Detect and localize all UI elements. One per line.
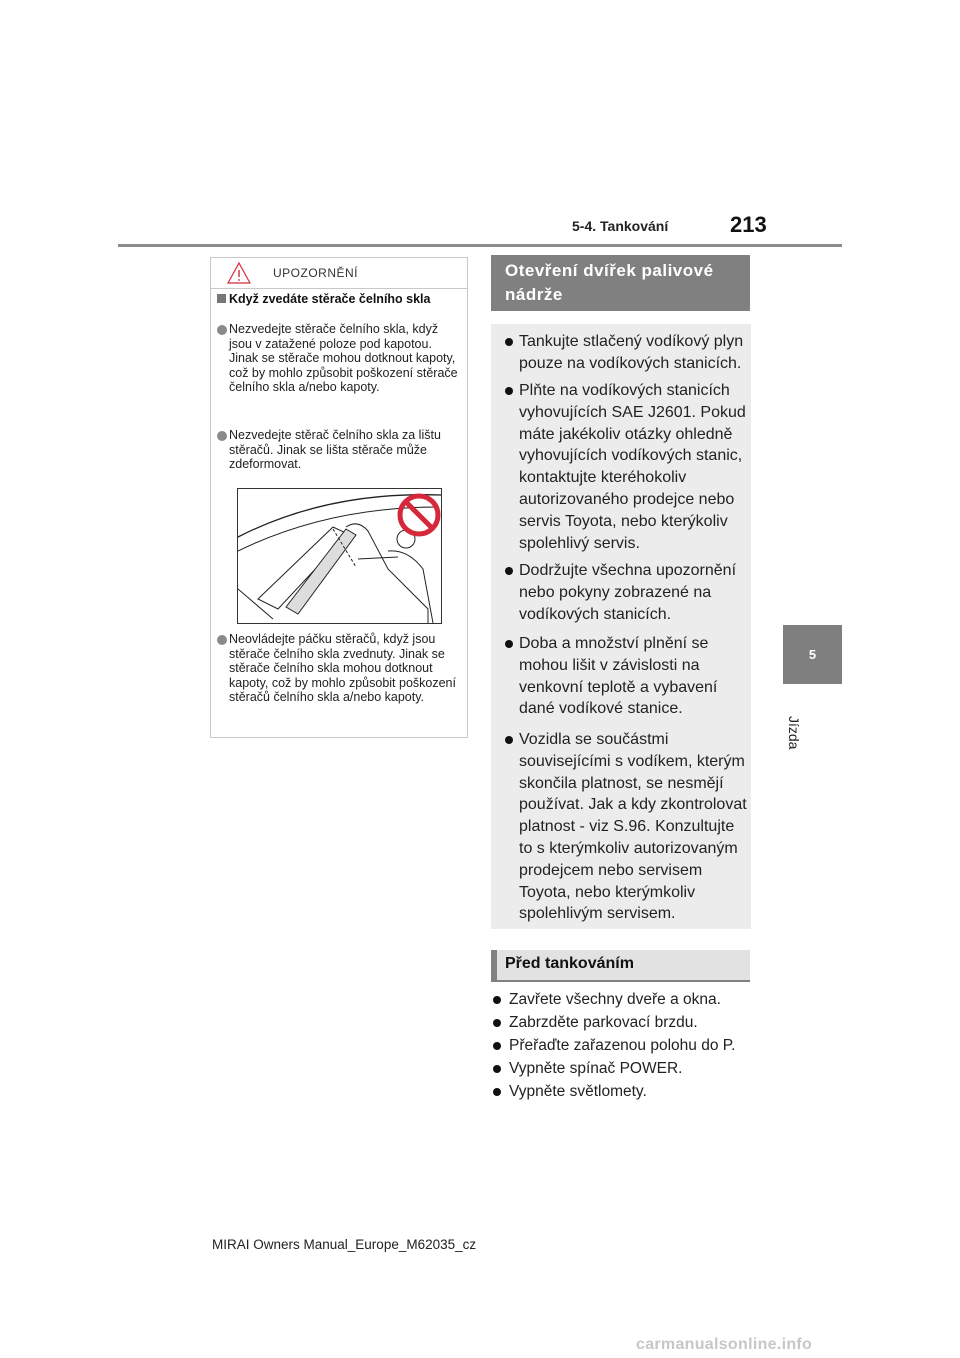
list-item-text: Tankujte stlačený vodíkový plyn pouze na vodíkových stanicích. <box>519 333 744 372</box>
bullet-dot-icon <box>493 1065 501 1073</box>
caution-heading-text: Když zvedáte stěrače čelního skla <box>229 292 431 306</box>
bullet-dot-icon <box>217 635 227 645</box>
warning-triangle-icon <box>227 262 251 284</box>
list-item <box>505 633 749 720</box>
list-item-text: Vypněte spínač POWER. <box>509 1060 683 1077</box>
caution-bullet-text: Nezvedejte stěrač čelního skla za lištu stěračů. Jinak se lišta stěrače může zdeformovat. <box>229 428 441 471</box>
bullet-dot-icon <box>493 996 501 1004</box>
list-item-text: Zavřete všechny dveře a okna. <box>509 991 721 1008</box>
watermark: carmanualsonline.info <box>636 1336 813 1353</box>
header-rule <box>118 244 842 247</box>
list-item <box>491 988 761 1011</box>
bullet-dot-icon <box>217 325 227 335</box>
caution-title: UPOZORNĚNÍ <box>273 266 359 280</box>
bullet-dot-icon <box>217 431 227 441</box>
chapter-label: Jízda <box>786 716 802 750</box>
caution-bullet <box>217 428 463 472</box>
caution-bullet-text: Nezvedejte stěrače čelního skla, když jsou v zatažené poloze pod kapotou. Jinak se stěrače mohou dotknout kapoty, což by mohlo způsobit poškození stěrače čelního skla a/nebo kapoty. <box>229 322 458 394</box>
list-item <box>491 1011 761 1034</box>
list-item <box>491 1057 761 1080</box>
bullet-dot-icon <box>505 387 513 395</box>
list-item-text: Vypněte světlomety. <box>509 1083 647 1100</box>
section-title: 5-4. Tankování <box>572 218 669 234</box>
list-item-text: Dodržujte všechna upozornění nebo pokyny zobrazené na vodíkových stanicích. <box>519 562 737 623</box>
bullet-dot-icon <box>493 1042 501 1050</box>
list-item <box>491 1034 761 1057</box>
caution-bullet <box>217 632 463 705</box>
list-item <box>505 380 749 554</box>
list-item-text: Přeřaďte zařazenou polohu do P. <box>509 1037 736 1054</box>
list-item <box>505 729 749 925</box>
list-item-text: Zabrzděte parkovací brzdu. <box>509 1014 698 1031</box>
list-item-text: Vozidla se součástmi souvisejícími s vodíkem, kterým skončila platnost, se nesmějí používat. Jak a kdy zkontrolovat platnost - viz S.96. Konzultujte to s kterýmkoliv autorizovaným prodejcem nebo servisem Toyota, nebo kterýmkoliv spolehlivým servisem. <box>519 731 747 923</box>
bullet-dot-icon <box>505 736 513 744</box>
page-number: 213 <box>730 212 767 237</box>
bullet-dot-icon <box>505 338 513 346</box>
bullet-dot-icon <box>505 640 513 648</box>
list-item-text: Doba a množství plnění se mohou lišit v závislosti na venkovní teplotě a vybavení dané vodíkové stanice. <box>519 635 718 718</box>
before-refuel-list <box>491 988 761 1103</box>
footer-manual-name: MIRAI Owners Manual_Europe_M62035_cz <box>212 1237 477 1252</box>
caution-box <box>210 257 468 738</box>
list-item-text: Plňte na vodíkových stanicích vyhovujících SAE J2601. Pokud máte jakékoliv otázky ohledně vyhovujících vodíkových stanic, kontaktujte kteréhokoliv autorizovaného prodejce nebo servis Toyota, nebo kterýkoliv spolehlivý servis. <box>519 382 746 552</box>
fuel-door-panel <box>491 324 751 929</box>
prohibited-icon <box>396 492 442 538</box>
wiper-illustration <box>237 488 442 624</box>
section-heading-before-refuel: Před tankováním <box>491 950 750 982</box>
caution-bullet-text: Neovládejte páčku stěračů, když jsou stěrače čelního skla zvednuty. Jinak se stěrače čelního skla mohou dotknout kapoty, což by mohlo způsobit poškození stěračů čelního skla a/nebo kapoty. <box>229 632 456 704</box>
square-bullet-icon <box>217 294 226 303</box>
chapter-tab: 5 <box>783 625 842 684</box>
list-item <box>491 1080 761 1103</box>
caution-heading <box>217 292 430 306</box>
caution-header <box>211 258 467 289</box>
caution-bullet <box>217 322 463 395</box>
list-item <box>505 331 749 375</box>
bullet-dot-icon <box>505 567 513 575</box>
bullet-dot-icon <box>493 1088 501 1096</box>
bullet-dot-icon <box>493 1019 501 1027</box>
list-item <box>505 560 749 625</box>
section-heading-fuel-door: Otevření dvířek palivové nádrže <box>491 255 750 311</box>
